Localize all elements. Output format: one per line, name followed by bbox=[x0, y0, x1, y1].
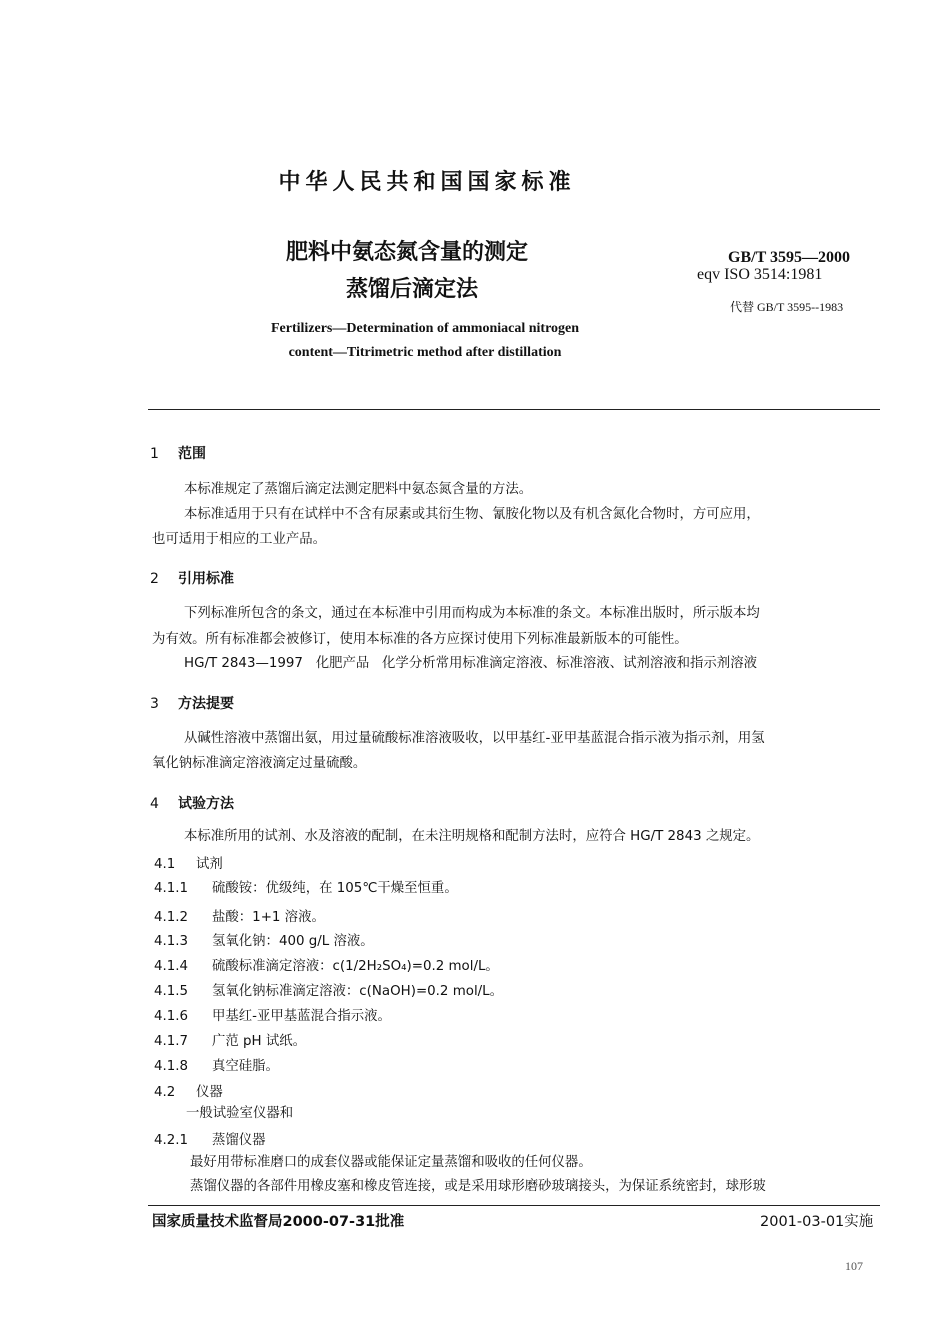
standard-equivalence: eqv ISO 3514:1981 bbox=[697, 266, 823, 283]
document-title-line-2: 蒸馏后滴定法 bbox=[346, 277, 479, 302]
section-2-heading bbox=[150, 568, 234, 588]
subsection-number: 4.2 bbox=[154, 1085, 176, 1100]
section-3-paragraph-1-cont: 氧化钠标准滴定溶液滴定过量硫酸。 bbox=[152, 756, 367, 771]
national-standard-header: 中华人民共和国国家标准 bbox=[278, 170, 576, 195]
reagent-item-text: 甲基红-亚甲基蓝混合指示液。 bbox=[212, 1009, 391, 1024]
subsection-4-1 bbox=[154, 853, 223, 872]
subsection-4-2-note: 一般试验室仪器和 bbox=[186, 1106, 294, 1121]
section-2-paragraph-1-cont: 为有效。所有标准都会被修订，使用本标准的各方应探讨使用下列标准最新版本的可能性。 bbox=[152, 632, 688, 647]
reagent-item bbox=[154, 1030, 306, 1049]
reagent-item-text: 广范 pH 试纸。 bbox=[212, 1034, 307, 1049]
subsection-4-2-1 bbox=[154, 1129, 266, 1148]
section-title: 方法提要 bbox=[178, 696, 234, 712]
reagent-item-text: 盐酸：1+1 溶液。 bbox=[212, 910, 325, 925]
reagent-item-text: 氢氧化钠标准滴定溶液：c(NaOH)=0.2 mol/L。 bbox=[212, 984, 504, 999]
reagent-item bbox=[154, 877, 458, 896]
reagent-item bbox=[154, 906, 325, 925]
section-1-heading bbox=[150, 443, 206, 463]
subsection-title: 蒸馏仪器 bbox=[212, 1133, 266, 1148]
reagent-item-number: 4.1.4 bbox=[154, 959, 189, 974]
standard-code: GB/T 3595—2000 bbox=[728, 249, 850, 266]
section-title: 范围 bbox=[178, 446, 206, 462]
reagent-item-number: 4.1.8 bbox=[154, 1059, 189, 1074]
section-title: 引用标准 bbox=[178, 571, 234, 587]
section-2-paragraph-1: 下列标准所包含的条文，通过在本标准中引用而构成为本标准的条文。本标准出版时，所示版本均 bbox=[184, 606, 760, 621]
section-number: 4 bbox=[150, 796, 159, 812]
reagent-item bbox=[154, 955, 499, 974]
reagent-item-text: 氢氧化钠：400 g/L 溶液。 bbox=[212, 934, 374, 949]
section-number: 3 bbox=[150, 696, 159, 712]
subsection-number: 4.1 bbox=[154, 857, 176, 872]
reagent-item bbox=[154, 980, 503, 999]
subsection-4-2-1-paragraph-1: 最好用带标准磨口的成套仪器或能保证定量蒸馏和吸收的任何仪器。 bbox=[190, 1155, 592, 1170]
document-title-line-1: 肥料中氨态氮含量的测定 bbox=[286, 240, 529, 265]
english-title-line-1: Fertilizers—Determination of ammoniacal nitrogen bbox=[270, 321, 580, 336]
subsection-title: 试剂 bbox=[196, 857, 223, 872]
replaces-standard: 代替 GB/T 3595--1983 bbox=[730, 300, 844, 314]
section-1-paragraph-2-cont: 也可适用于相应的工业产品。 bbox=[152, 532, 327, 547]
section-number: 2 bbox=[150, 571, 159, 587]
reagent-item-text: 真空硅脂。 bbox=[212, 1059, 279, 1074]
section-4-heading bbox=[150, 793, 234, 813]
effective-date: 2001-03-01实施 bbox=[760, 1214, 874, 1230]
reagent-item-number: 4.1.7 bbox=[154, 1034, 189, 1049]
footer-divider bbox=[148, 1205, 880, 1206]
section-4-intro: 本标准所用的试剂、水及溶液的配制，在未注明规格和配制方法时，应符合 HG/T 2843 之规定。 bbox=[184, 829, 760, 844]
reagent-item bbox=[154, 930, 374, 949]
subsection-4-2 bbox=[154, 1081, 223, 1100]
section-1-paragraph-2: 本标准适用于只有在试样中不含有尿素或其衍生物、氰胺化物以及有机含氮化合物时，方可应用， bbox=[184, 507, 760, 522]
section-3-heading bbox=[150, 693, 234, 713]
reagent-item-text: 硫酸标准滴定溶液：c(1/2H₂SO₄)=0.2 mol/L。 bbox=[212, 959, 499, 974]
reagent-item-number: 4.1.6 bbox=[154, 1009, 189, 1024]
reagent-item bbox=[154, 1005, 391, 1024]
subsection-number: 4.2.1 bbox=[154, 1133, 189, 1148]
header-divider bbox=[148, 409, 880, 410]
reagent-item-text: 硫酸铵：优级纯，在 105℃干燥至恒重。 bbox=[212, 881, 458, 896]
reagent-item-number: 4.1.5 bbox=[154, 984, 189, 999]
page-number: 107 bbox=[845, 1259, 863, 1273]
section-title: 试验方法 bbox=[178, 796, 234, 812]
english-title-line-2: content—Titrimetric method after distillation bbox=[288, 345, 562, 360]
approval-statement: 国家质量技术监督局2000-07-31批准 bbox=[152, 1214, 405, 1230]
subsection-4-2-1-paragraph-2: 蒸馏仪器的各部件用橡皮塞和橡皮管连接，或是采用球形磨砂玻璃接头，为保证系统密封，球形玻 bbox=[190, 1179, 766, 1194]
section-number: 1 bbox=[150, 446, 159, 462]
reagent-item-number: 4.1.3 bbox=[154, 934, 189, 949]
section-3-paragraph-1: 从碱性溶液中蒸馏出氨，用过量硫酸标准溶液吸收，以甲基红-亚甲基蓝混合指示液为指示剂，用氢 bbox=[184, 731, 765, 746]
reagent-item-number: 4.1.1 bbox=[154, 881, 189, 896]
reagent-item-number: 4.1.2 bbox=[154, 910, 189, 925]
reagent-item bbox=[154, 1055, 279, 1074]
section-2-reference: HG/T 2843—1997 化肥产品 化学分析常用标准滴定溶液、标准溶液、试剂溶液和指示剂溶液 bbox=[184, 656, 757, 671]
subsection-title: 仪器 bbox=[196, 1085, 223, 1100]
section-1-paragraph-1: 本标准规定了蒸馏后滴定法测定肥料中氨态氮含量的方法。 bbox=[184, 482, 533, 497]
